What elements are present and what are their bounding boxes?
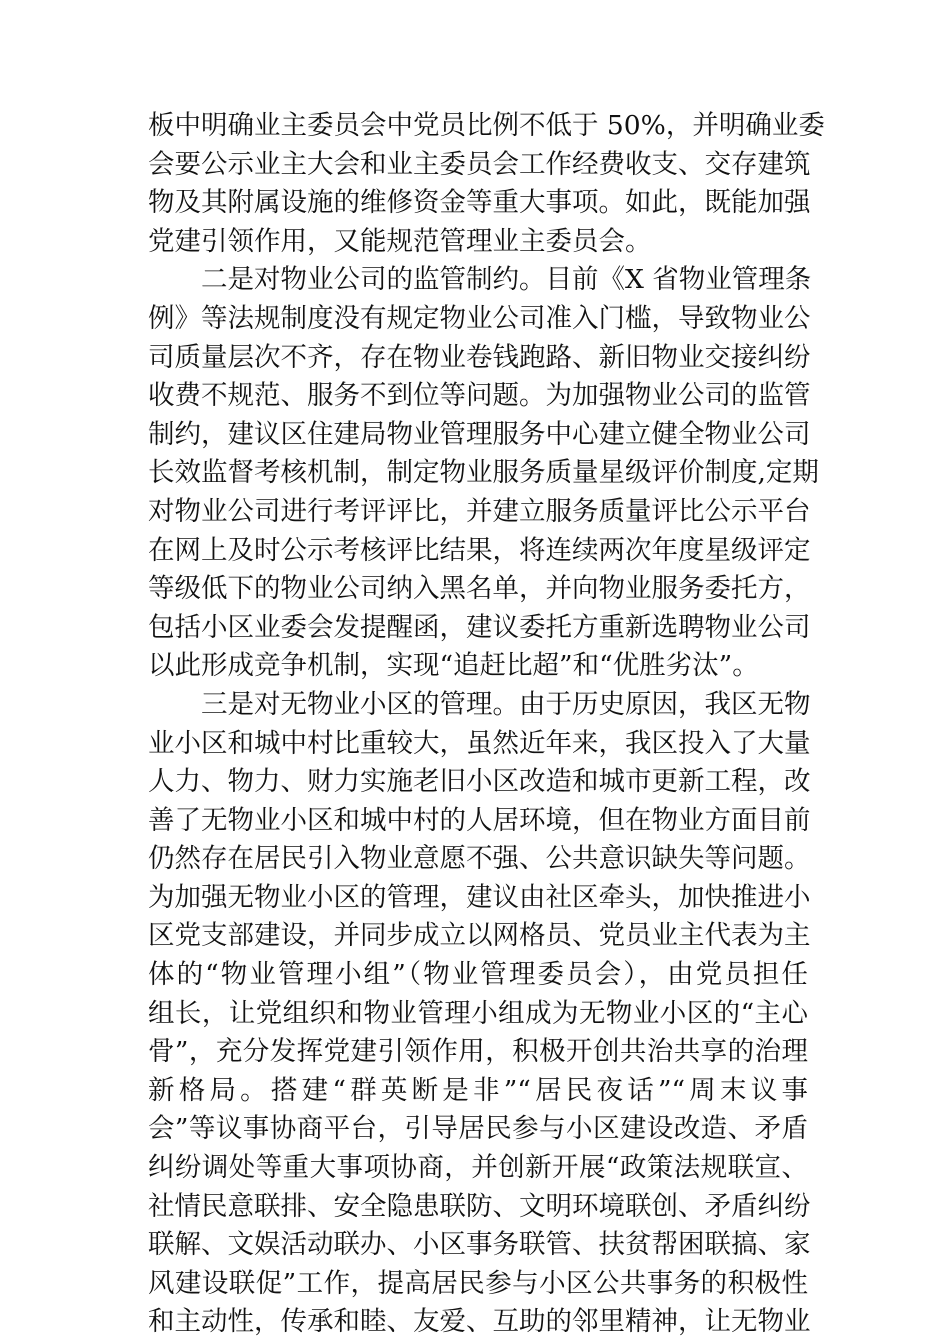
text-line: 等级低下的物业公司纳入黑名单，并向物业服务委托方，: [148, 573, 811, 605]
text-line: 收费不规范、服务不到位等问题。为加强物业公司的监管: [148, 380, 811, 412]
text-line: 体的“物业管理小组”（物业管理委员会），由党员担任: [148, 959, 808, 991]
text-line: 人力、物力、财力实施老旧小区改造和城市更新工程，改: [148, 766, 811, 798]
text-line: 在网上及时公示考核评比结果，将连续两次年度星级评定: [148, 534, 811, 566]
text-line: 业小区和城中村比重较大，虽然近年来，我区投入了大量: [148, 727, 811, 759]
text-line: 二是对物业公司的监管制约。目前《X 省物业管理条: [148, 264, 812, 296]
text-line: 长效监督考核机制，制定物业服务质量星级评价制度,定期: [148, 457, 819, 489]
text-line: 和主动性，传承和睦、友爱、互助的邻里精神，让无物业: [148, 1306, 811, 1338]
text-line: 仍然存在居民引入物业意愿不强、公共意识缺失等问题。: [148, 843, 811, 875]
text-line: 会”等议事协商平台，引导居民参与小区建设改造、矛盾: [148, 1113, 808, 1145]
text-line: 物及其附属设施的维修资金等重大事项。如此，既能加强: [148, 187, 811, 219]
text-line: 以此形成竞争机制，实现“追赶比超”和“优胜劣汰”。: [148, 650, 759, 682]
text-line: 会要公示业主大会和业主委员会工作经费收支、交存建筑: [148, 148, 811, 180]
text-line: 例》等法规制度没有规定物业公司准入门槛，导致物业公: [148, 302, 811, 334]
document-body: [148, 107, 825, 1342]
text-line: 新格局。搭建“群英断是非”“居民夜话”“周末议事: [148, 1074, 808, 1106]
text-line: 善了无物业小区和城中村的人居环境，但在物业方面目前: [148, 804, 811, 836]
text-line: 对物业公司进行考评评比，并建立服务质量评比公示平台: [148, 495, 811, 527]
text-line: 联解、文娱活动联办、小区事务联管、扶贫帮困联搞、家: [148, 1229, 811, 1261]
text-line: 纠纷调处等重大事项协商，并创新开展“政策法规联宣、: [148, 1152, 808, 1184]
text-line: 板中明确业主委员会中党员比例不低于 50%，并明确业委: [148, 110, 825, 141]
text-line: 社情民意联排、安全隐患联防、文明环境联创、矛盾纠纷: [148, 1190, 811, 1222]
text-line: 区党支部建设，并同步成立以网格员、党员业主代表为主: [148, 920, 811, 952]
text-line: 骨”，充分发挥党建引领作用，积极开创共治共享的治理: [148, 1036, 808, 1068]
text-line: 制约，建议区住建局物业管理服务中心建立健全物业公司: [148, 418, 811, 450]
text-line: 司质量层次不齐，存在物业卷钱跑路、新旧物业交接纠纷: [148, 341, 811, 373]
text-line: 风建设联促”工作，提高居民参与小区公共事务的积极性: [148, 1267, 808, 1299]
text-line: 包括小区业委会发提醒函，建议委托方重新选聘物业公司: [148, 611, 811, 643]
text-line: 为加强无物业小区的管理，建议由社区牵头，加快推进小: [148, 881, 811, 913]
text-line: 组长，让党组织和物业管理小组成为无物业小区的“主心: [148, 997, 808, 1029]
text-line: 党建引领作用，又能规范管理业主委员会。: [148, 225, 652, 257]
text-line: 三是对无物业小区的管理。由于历史原因，我区无物: [148, 688, 811, 720]
